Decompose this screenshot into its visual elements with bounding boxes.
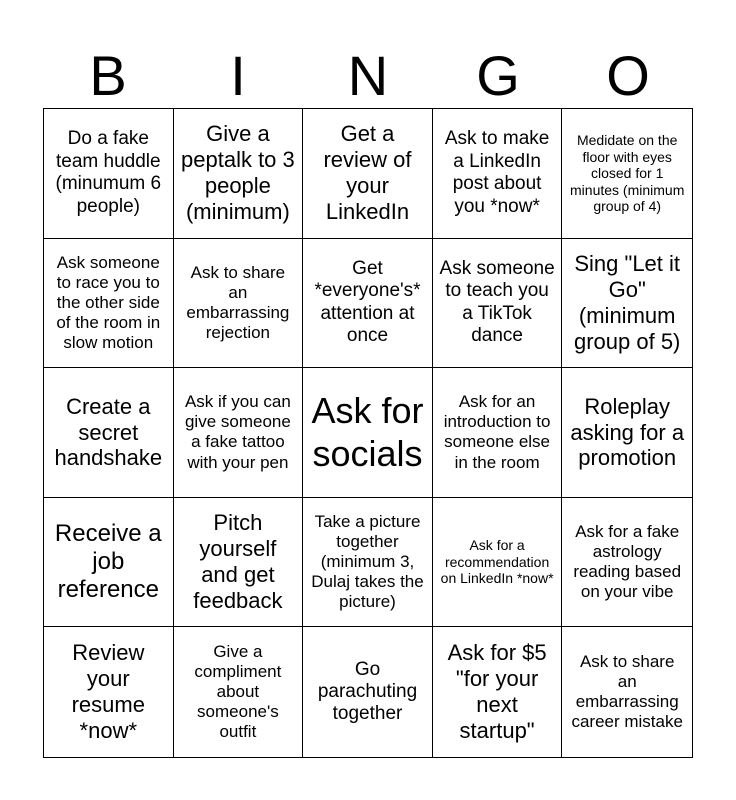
bingo-cell[interactable]: [562, 627, 692, 757]
cell-text: Ask for $5 "for your next startup": [447, 640, 547, 744]
bingo-cell[interactable]: [174, 109, 304, 239]
bingo-cell[interactable]: [44, 627, 174, 757]
bingo-cell[interactable]: [433, 498, 563, 628]
cell-text: Ask to share an embarrassing career mistake: [571, 652, 683, 732]
bingo-board: [43, 108, 693, 758]
cell-text: Ask for a fake astrology reading based on your vibe: [573, 522, 682, 602]
header-letter-b: B: [89, 44, 127, 107]
cell-text: Ask someone to teach you a TikTok dance: [439, 258, 555, 347]
cell-text: Ask for an introduction to someone else in the room: [443, 392, 551, 472]
bingo-cell[interactable]: [303, 627, 433, 757]
bingo-cell[interactable]: [433, 239, 563, 369]
bingo-cell[interactable]: [303, 239, 433, 369]
cell-text: Give a compliment about someone's outfit: [194, 642, 282, 742]
bingo-cell[interactable]: [433, 627, 563, 757]
bingo-cell[interactable]: [44, 368, 174, 498]
bingo-cell[interactable]: [303, 498, 433, 628]
bingo-cell[interactable]: [562, 109, 692, 239]
cell-text: Ask for a recommendation on LinkedIn *now*: [440, 537, 554, 587]
bingo-cell[interactable]: [303, 109, 433, 239]
cell-text: Medidate on the floor with eyes closed for 1 minutes (minimum group of 4): [570, 132, 685, 215]
bingo-cell[interactable]: [562, 498, 692, 628]
header-letter-n: N: [347, 44, 389, 107]
cell-text: Get a review of your LinkedIn: [323, 121, 412, 225]
header-letter-i: I: [230, 44, 246, 107]
cell-text: Go parachuting together: [317, 658, 418, 725]
cell-text: Ask if you can give someone a fake tattoo with your pen: [184, 392, 291, 472]
bingo-cell[interactable]: [174, 239, 304, 369]
header-letter-g: G: [476, 44, 520, 107]
cell-text: Ask someone to race you to the other side of the room in slow motion: [56, 252, 161, 352]
cell-text: Sing "Let it Go" (minimum group of 5): [573, 250, 681, 354]
bingo-cell[interactable]: [44, 109, 174, 239]
bingo-cell[interactable]: [433, 368, 563, 498]
bingo-cell[interactable]: [562, 239, 692, 369]
cell-text: Roleplay asking for a promotion: [570, 393, 685, 471]
cell-text: Take a picture together (minimum 3, Dulaj takes the picture): [311, 511, 424, 612]
cell-text: Pitch yourself and get feedback: [193, 510, 283, 614]
bingo-cell[interactable]: [433, 109, 563, 239]
cell-text: Do a fake team huddle (minumum 6 people): [55, 128, 162, 217]
cell-text: Receive a job reference: [54, 519, 162, 604]
bingo-cell[interactable]: [562, 368, 692, 498]
cell-text: Review your resume *now*: [71, 640, 145, 744]
bingo-cell[interactable]: [174, 498, 304, 628]
bingo-cell[interactable]: [44, 239, 174, 369]
bingo-cell[interactable]: [44, 498, 174, 628]
cell-text: Ask for socials: [311, 390, 424, 475]
bingo-header: [43, 46, 693, 106]
cell-text: Ask to share an embarrassing rejection: [186, 262, 290, 342]
bingo-cell[interactable]: [174, 627, 304, 757]
cell-text: Ask to make a LinkedIn post about you *now*: [444, 128, 550, 217]
cell-text: Get *everyone's* attention at once: [314, 258, 421, 347]
header-letter-o: O: [606, 44, 650, 107]
cell-text: Give a peptalk to 3 people (minimum): [181, 121, 295, 225]
bingo-cell[interactable]: [174, 368, 304, 498]
cell-text: Create a secret handshake: [54, 393, 163, 471]
bingo-cell-free[interactable]: [303, 368, 433, 498]
